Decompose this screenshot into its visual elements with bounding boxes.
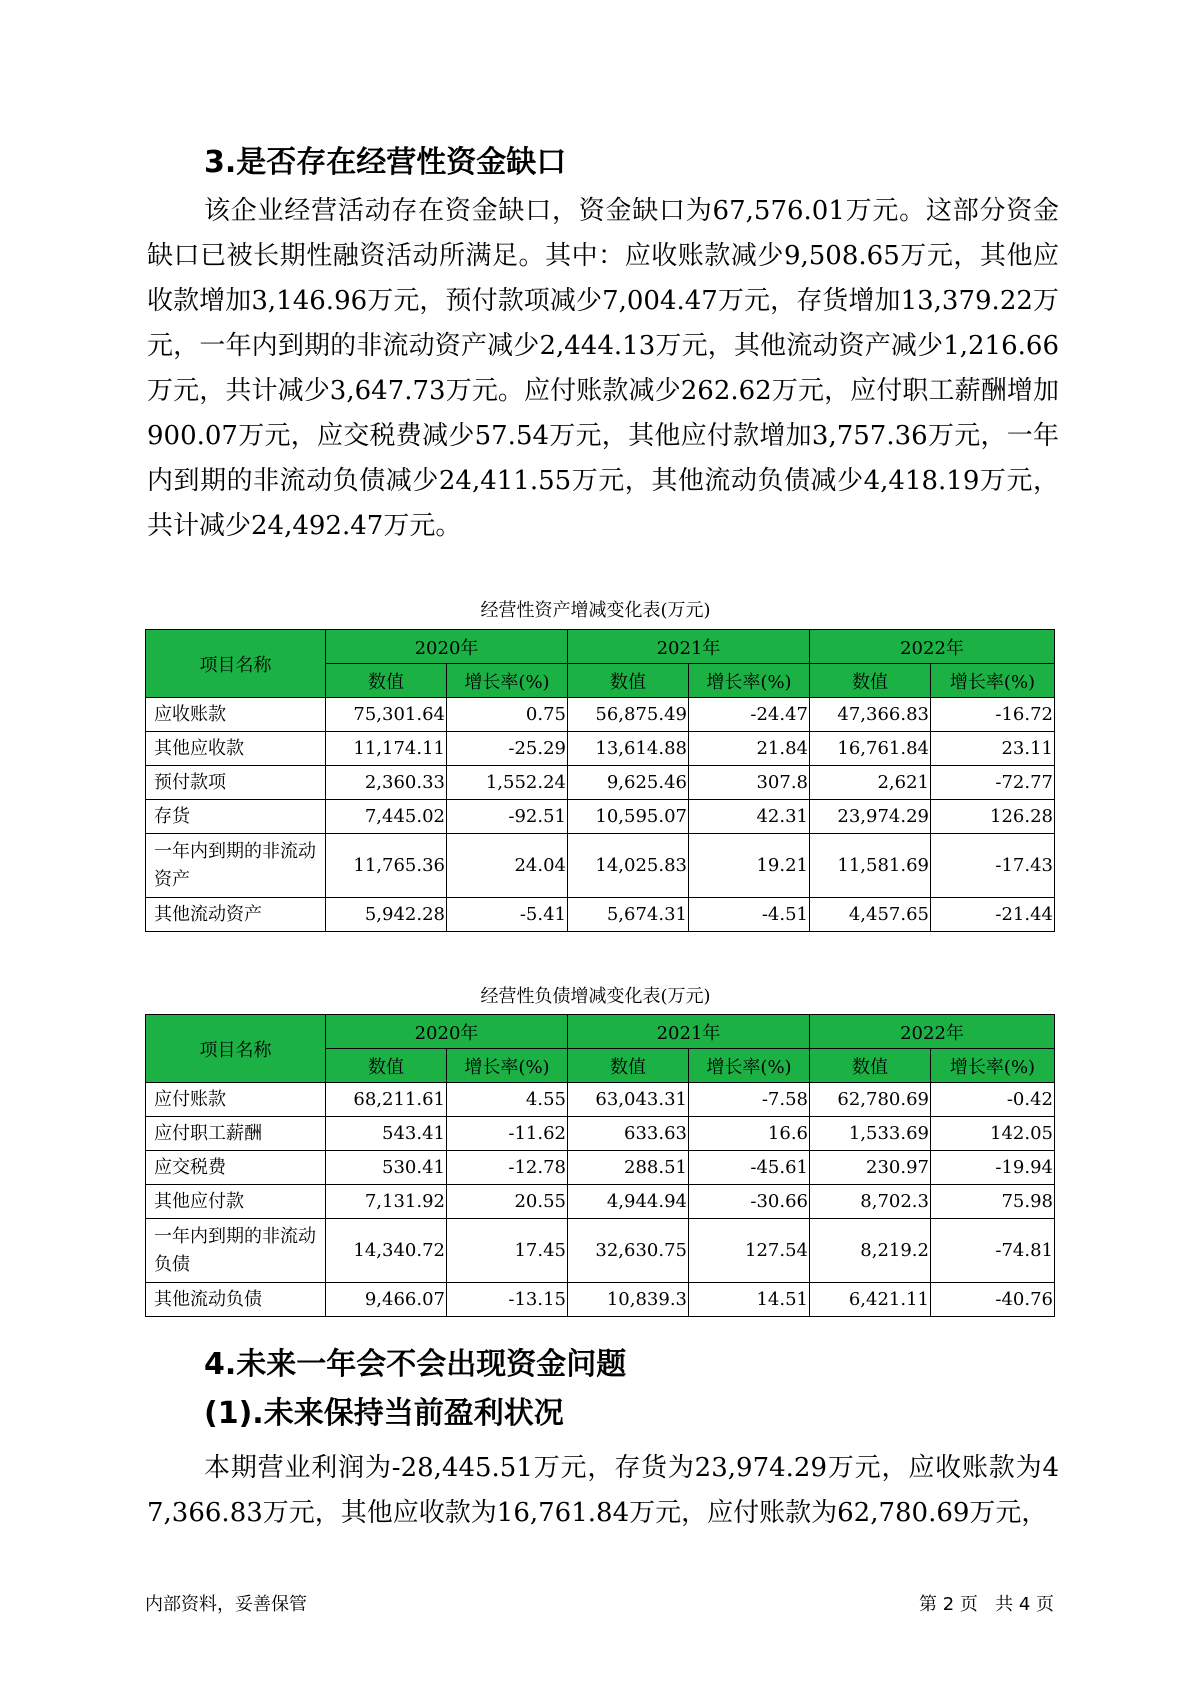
value-cell: 530.41 [326, 1151, 447, 1185]
growth-rate-cell: 142.05 [931, 1117, 1055, 1151]
section-3-paragraph: 该企业经营活动存在资金缺口，资金缺口为67,576.01万元。这部分资金缺口已被长期性融资活动所满足。其中：应收账款减少9,508.65万元，其他应收款增加3,146.96万元，预付款项减少7,004.47万元，存货增加13,379.22万元，一年内到期的非流动资产减少2,444.13万元，其他流动资产减少1,216.66万元，共计减少3,647.73万元。应付账款减少262.62万元，应付职工薪酬增加900.07万元，应交税费减少57.54万元，其他应付款增加3,757.36万元，一年内到期的非流动负债减少24,411.55万元，其他流动负债减少4,418.19万元，共计减少24,492.47万元。 [147, 196, 1059, 541]
growth-rate-cell: -4.51 [689, 898, 810, 932]
growth-rate-cell: 1,552.24 [447, 766, 568, 800]
value-cell: 8,702.3 [810, 1185, 931, 1219]
row-item-name: 一年内到期的非流动负债 [146, 1219, 326, 1283]
growth-rate-cell: 23.11 [931, 732, 1055, 766]
table-row [146, 1083, 1055, 1117]
header-year-2021: 2021年 [568, 630, 810, 664]
row-item-name: 存货 [146, 800, 326, 834]
header-value: 数值 [810, 664, 931, 698]
value-cell: 2,360.33 [326, 766, 447, 800]
section-4-subheading: (1).未来保持当前盈利状况 [204, 1396, 564, 1431]
growth-rate-cell: 21.84 [689, 732, 810, 766]
value-cell: 6,421.11 [810, 1283, 931, 1317]
value-cell: 230.97 [810, 1151, 931, 1185]
value-cell: 9,625.46 [568, 766, 689, 800]
assets-table-caption: 经营性资产增减变化表(万元) [480, 600, 711, 621]
table-row [146, 766, 1055, 800]
value-cell: 75,301.64 [326, 698, 447, 732]
header-growth-rate: 增长率(%) [689, 1049, 810, 1083]
growth-rate-cell: 16.6 [689, 1117, 810, 1151]
value-cell: 63,043.31 [568, 1083, 689, 1117]
value-cell: 7,445.02 [326, 800, 447, 834]
value-cell: 11,765.36 [326, 834, 447, 898]
row-item-name: 其他应付款 [146, 1185, 326, 1219]
growth-rate-cell: -45.61 [689, 1151, 810, 1185]
row-item-name: 其他应收款 [146, 732, 326, 766]
row-item-name: 应付职工薪酬 [146, 1117, 326, 1151]
growth-rate-cell: -21.44 [931, 898, 1055, 932]
value-cell: 8,219.2 [810, 1219, 931, 1283]
value-cell: 68,211.61 [326, 1083, 447, 1117]
growth-rate-cell: 75.98 [931, 1185, 1055, 1219]
footer-confidential-note: 内部资料，妥善保管 [145, 1594, 307, 1615]
table-row [146, 1219, 1055, 1283]
growth-rate-cell: -24.47 [689, 698, 810, 732]
header-growth-rate: 增长率(%) [447, 1049, 568, 1083]
header-year-2021: 2021年 [568, 1015, 810, 1049]
growth-rate-cell: 14.51 [689, 1283, 810, 1317]
growth-rate-cell: 19.21 [689, 834, 810, 898]
value-cell: 10,839.3 [568, 1283, 689, 1317]
value-cell: 5,942.28 [326, 898, 447, 932]
growth-rate-cell: -16.72 [931, 698, 1055, 732]
header-item-name: 项目名称 [146, 1015, 326, 1083]
value-cell: 4,457.65 [810, 898, 931, 932]
value-cell: 2,621 [810, 766, 931, 800]
header-growth-rate: 增长率(%) [689, 664, 810, 698]
growth-rate-cell: 126.28 [931, 800, 1055, 834]
section-4-paragraph: 本期营业利润为-28,445.51万元，存货为23,974.29万元，应收账款为47,366.83万元，其他应收款为16,761.84万元，应付账款为62,780.69万元， [147, 1453, 1059, 1528]
value-cell: 14,025.83 [568, 834, 689, 898]
value-cell: 543.41 [326, 1117, 447, 1151]
growth-rate-cell: 0.75 [447, 698, 568, 732]
table-row [146, 698, 1055, 732]
value-cell: 23,974.29 [810, 800, 931, 834]
growth-rate-cell: 127.54 [689, 1219, 810, 1283]
growth-rate-cell: -72.77 [931, 766, 1055, 800]
value-cell: 5,674.31 [568, 898, 689, 932]
row-item-name: 应付账款 [146, 1083, 326, 1117]
growth-rate-cell: -12.78 [447, 1151, 568, 1185]
value-cell: 1,533.69 [810, 1117, 931, 1151]
header-value: 数值 [326, 664, 447, 698]
row-item-name: 其他流动负债 [146, 1283, 326, 1317]
header-year-2022: 2022年 [810, 630, 1055, 664]
table-row [146, 1185, 1055, 1219]
header-growth-rate: 增长率(%) [447, 664, 568, 698]
header-growth-rate: 增长率(%) [931, 1049, 1055, 1083]
growth-rate-cell: -92.51 [447, 800, 568, 834]
table-row [146, 732, 1055, 766]
growth-rate-cell: 4.55 [447, 1083, 568, 1117]
section-3-heading: 3.是否存在经营性资金缺口 [204, 145, 567, 180]
value-cell: 11,581.69 [810, 834, 931, 898]
assets-change-table [145, 629, 1055, 932]
liabilities-table-caption: 经营性负债增减变化表(万元) [480, 986, 711, 1007]
row-item-name: 其他流动资产 [146, 898, 326, 932]
growth-rate-cell: -19.94 [931, 1151, 1055, 1185]
table-row [146, 1283, 1055, 1317]
row-item-name: 应收账款 [146, 698, 326, 732]
header-year-2020: 2020年 [326, 1015, 568, 1049]
row-item-name: 应交税费 [146, 1151, 326, 1185]
table-row [146, 1117, 1055, 1151]
value-cell: 10,595.07 [568, 800, 689, 834]
value-cell: 633.63 [568, 1117, 689, 1151]
liabilities-change-table [145, 1014, 1055, 1317]
row-item-name: 预付款项 [146, 766, 326, 800]
row-item-name: 一年内到期的非流动资产 [146, 834, 326, 898]
growth-rate-cell: 20.55 [447, 1185, 568, 1219]
value-cell: 9,466.07 [326, 1283, 447, 1317]
value-cell: 11,174.11 [326, 732, 447, 766]
value-cell: 47,366.83 [810, 698, 931, 732]
value-cell: 288.51 [568, 1151, 689, 1185]
growth-rate-cell: -0.42 [931, 1083, 1055, 1117]
footer-page-number: 第 2 页 共 4 页 [919, 1594, 1054, 1615]
growth-rate-cell: -40.76 [931, 1283, 1055, 1317]
value-cell: 62,780.69 [810, 1083, 931, 1117]
growth-rate-cell: 307.8 [689, 766, 810, 800]
section-4-heading: 4.未来一年会不会出现资金问题 [204, 1347, 627, 1382]
header-value: 数值 [568, 1049, 689, 1083]
growth-rate-cell: 24.04 [447, 834, 568, 898]
header-growth-rate: 增长率(%) [931, 664, 1055, 698]
header-value: 数值 [568, 664, 689, 698]
growth-rate-cell: -25.29 [447, 732, 568, 766]
value-cell: 14,340.72 [326, 1219, 447, 1283]
growth-rate-cell: 17.45 [447, 1219, 568, 1283]
table-row [146, 1151, 1055, 1185]
value-cell: 32,630.75 [568, 1219, 689, 1283]
value-cell: 4,944.94 [568, 1185, 689, 1219]
value-cell: 13,614.88 [568, 732, 689, 766]
header-year-2022: 2022年 [810, 1015, 1055, 1049]
growth-rate-cell: -74.81 [931, 1219, 1055, 1283]
header-value: 数值 [810, 1049, 931, 1083]
growth-rate-cell: -5.41 [447, 898, 568, 932]
value-cell: 56,875.49 [568, 698, 689, 732]
growth-rate-cell: -13.15 [447, 1283, 568, 1317]
growth-rate-cell: -17.43 [931, 834, 1055, 898]
table-row [146, 834, 1055, 898]
growth-rate-cell: -7.58 [689, 1083, 810, 1117]
value-cell: 7,131.92 [326, 1185, 447, 1219]
header-year-2020: 2020年 [326, 630, 568, 664]
header-value: 数值 [326, 1049, 447, 1083]
value-cell: 16,761.84 [810, 732, 931, 766]
table-row [146, 800, 1055, 834]
growth-rate-cell: -30.66 [689, 1185, 810, 1219]
growth-rate-cell: -11.62 [447, 1117, 568, 1151]
table-row [146, 898, 1055, 932]
header-item-name: 项目名称 [146, 630, 326, 698]
growth-rate-cell: 42.31 [689, 800, 810, 834]
